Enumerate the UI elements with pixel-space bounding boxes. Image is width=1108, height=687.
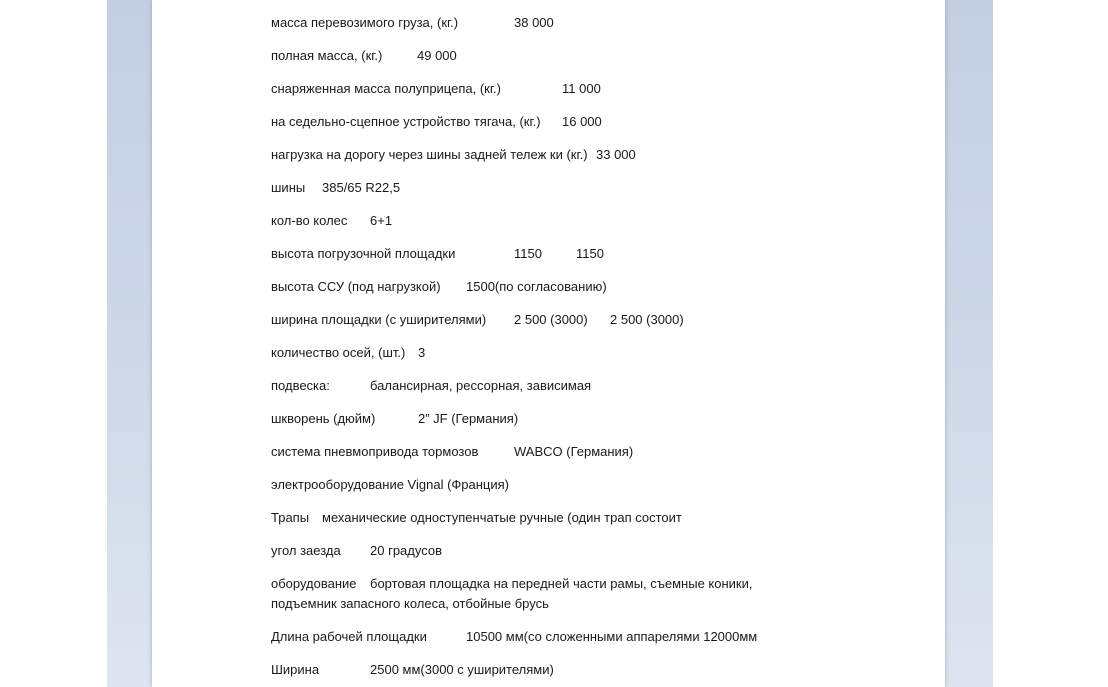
spec-value: WABCO (Германия) (514, 444, 634, 459)
spec-label: Трапы (271, 510, 310, 525)
spec-label: на седельно-сцепное устройство тягача, (кг.) (271, 114, 541, 129)
spec-value: 11 000 (562, 81, 601, 96)
spec-value: 10500 мм(со сложенными аппарелями 12000мм (466, 629, 758, 644)
spec-value: 6+1 (370, 213, 393, 228)
spec-value: 2” JF (Германия) (418, 411, 519, 426)
spec-label: количество осей, (шт.) (271, 345, 406, 360)
spec-label: нагрузка на дорогу через шины задней тележ ки (кг.) (271, 147, 588, 162)
spec-value-2: 1150 (576, 246, 604, 261)
spec-label: оборудование (271, 576, 357, 591)
spec-label: ширина площадки (с уширителями) (271, 312, 487, 327)
spec-value: 2 500 (3000) (514, 312, 588, 327)
spec-value: 49 000 (417, 48, 457, 63)
spec-value: 2500 мм(3000 с уширителями) (370, 662, 554, 677)
spec-label: система пневмопривода тормозов (271, 444, 479, 459)
spec-label: полная масса, (кг.) (271, 48, 383, 63)
spec-label: высота ССУ (под нагрузкой) (271, 279, 441, 294)
spec-label: высота погрузочной площадки (271, 246, 456, 261)
spec-label: электрооборудование Vignal (Франция) (271, 477, 509, 492)
spec-label: шкворень (дюйм) (271, 411, 376, 426)
spec-value: 385/65 R22,5 (322, 180, 401, 195)
spec-value: 16 000 (562, 114, 602, 129)
spec-value: 38 000 (514, 15, 554, 30)
spec-value: 20 градусов (370, 543, 442, 558)
spec-value: 3 (418, 345, 426, 360)
spec-label: снаряженная масса полуприцепа, (кг.) (271, 81, 501, 96)
spec-label: кол-во колес (271, 213, 348, 228)
spec-label: шины (271, 180, 306, 195)
spec-value: 1500(по согласованию) (466, 279, 607, 294)
spec-value: механические одноступенчатые ручные (один трап состоит (322, 510, 682, 525)
spec-value: балансирная, рессорная, зависимая (370, 378, 592, 393)
spec-label: Длина рабочей площадки (271, 629, 427, 644)
document-page (152, 0, 945, 687)
spec-label: подвеска: (271, 378, 330, 393)
spec-value: 33 000 (596, 147, 636, 162)
spec-value: 1150 (514, 246, 542, 261)
spec-value-2: 2 500 (3000) (610, 312, 684, 327)
spec-label: масса перевозимого груза, (кг.) (271, 15, 459, 30)
spec-label: Ширина (271, 662, 320, 677)
spec-label: угол заезда (271, 543, 341, 558)
spec-label: подъемник запасного колеса, отбойные брусь (271, 596, 549, 611)
spec-value: бортовая площадка на передней части рамы, съемные коники, (370, 576, 753, 591)
